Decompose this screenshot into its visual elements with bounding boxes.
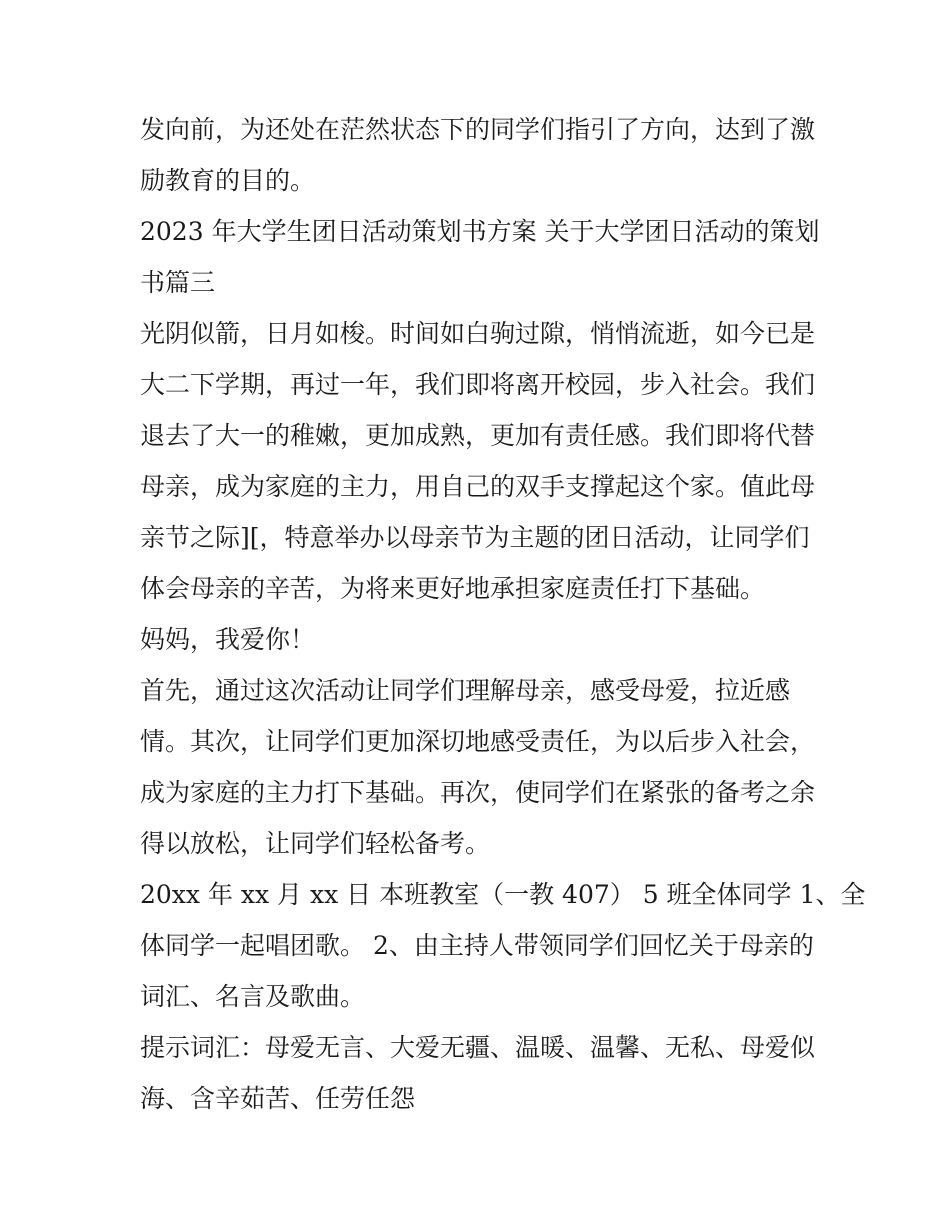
heading-line: 书篇三 (140, 268, 216, 297)
text-line: 励教育的目的。 (140, 166, 316, 195)
paragraph-intro-continuation (140, 104, 830, 206)
paragraph-purpose (140, 665, 830, 869)
text-line: 首先，通过这次活动让同学们理解母亲，感受母爱，拉近感 (140, 676, 791, 705)
text-line: 海、含辛茹苦、任劳任怨 (140, 1084, 416, 1113)
text-line: 体同学一起唱团歌。 2、由主持人带领同学们回忆关于母亲的 (140, 931, 814, 960)
text-line: 母亲，成为家庭的主力，用自己的双手支撑起这个家。值此母 (140, 472, 816, 501)
text-line: 光阴似箭，日月如梭。时间如白驹过隙，悄悄流逝，如今已是 (140, 319, 816, 348)
text-line: 成为家庭的主力打下基础。再次，使同学们在紧张的备考之余 (140, 778, 816, 807)
text-line: 体会母亲的辛苦，为将来更好地承担家庭责任打下基础。 (140, 574, 766, 603)
text-line: 得以放松，让同学们轻松备考。 (140, 829, 491, 858)
text-line: 词汇、名言及歌曲。 (140, 982, 366, 1011)
text-line: 提示词汇：母爱无言、大爱无疆、温暖、温馨、无私、母爱似 (140, 1033, 816, 1062)
text-line: 20xx 年 xx 月 xx 日 本班教室（一教 407） 5 班全体同学 1、全 (140, 880, 866, 909)
document-body (140, 104, 866, 1124)
text-line: 大二下学期，再过一年，我们即将离开校园，步入社会。我们 (140, 370, 816, 399)
paragraph-theme (140, 614, 830, 665)
paragraph-schedule (140, 869, 866, 1022)
text-line: 妈妈，我爱你！ (140, 625, 316, 654)
text-line: 发向前，为还处在茫然状态下的同学们指引了方向，达到了激 (140, 115, 816, 144)
text-line: 亲节之际][，特意举办以母亲节为主题的团日活动，让同学们 (140, 523, 810, 552)
text-line: 情。其次，让同学们更加深切地感受责任，为以后步入社会， (140, 727, 816, 756)
section-heading (140, 206, 830, 308)
heading-line: 2023 年大学生团日活动策划书方案 关于大学团日活动的策划 (140, 217, 820, 246)
text-line: 退去了大一的稚嫩，更加成熟，更加有责任感。我们即将代替 (140, 421, 816, 450)
paragraph-background (140, 308, 830, 614)
paragraph-vocabulary (140, 1022, 830, 1124)
